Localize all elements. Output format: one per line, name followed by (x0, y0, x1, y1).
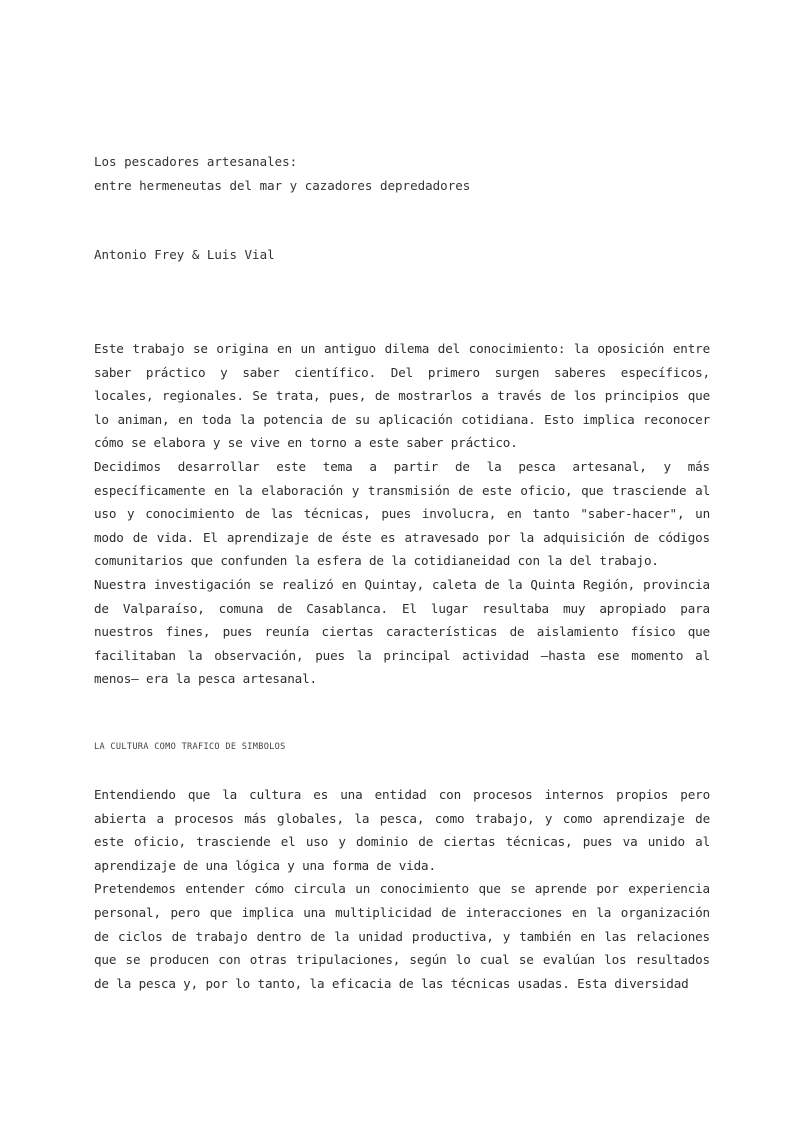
paragraph: Este trabajo se origina en un antiguo dilema del conocimiento: la oposición entre saber práctico y saber científico. Del primero surgen saberes específicos, locales, regionales. Se trata, pues, de mostrarlos a través de los principios que lo animan, en toda la potencia de su aplicación cotidiana. Esto implica reconocer cómo se elabora y se vive en torno a este saber práctico. (94, 341, 710, 451)
document-title (94, 150, 714, 198)
intro-section (94, 337, 710, 691)
title-line-1: Los pescadores artesanales: (94, 154, 298, 169)
section-heading: LA CULTURA COMO TRAFICO DE SIMBOLOS (94, 742, 286, 752)
paragraph: Decidimos desarrollar este tema a partir de la pesca artesanal, y más específicamente en la elaboración y transmisión de este oficio, que trasciende al uso y conocimiento de las técnicas, pues involucra, en tanto "saber-hacer", un modo de vida. El aprendizaje de éste es atravesado por la adquisición de códigos comunitarios que confunden la esfera de la cotidianeidad con la del trabajo. (94, 458, 710, 569)
paragraph: Pretendemos entender cómo circula un conocimiento que se aprende por experiencia personal, pero que implica una multiplicidad de interacciones en la organización de ciclos de trabajo dentro de la unidad productiva, y también en las relaciones que se producen con otras tripulaciones, según lo cual se evalúan los resultados de la pesca y, por lo tanto, la eficacia de las técnicas usadas. Esta diversidad (94, 881, 710, 991)
title-line-2: entre hermeneutas del mar y cazadores depredadores (94, 178, 471, 193)
paragraph: Entendiendo que la cultura es una entidad con procesos internos propios pero abierta a procesos más globales, la pesca, como trabajo, y como aprendizaje de este oficio, trasciende el uso y dominio de ciertas técnicas, pues va unido al aprendizaje de una lógica y una forma de vida. (94, 787, 710, 873)
culture-section (94, 783, 710, 995)
paragraph: Nuestra investigación se realizó en Quintay, caleta de la Quinta Región, provincia de Valparaíso, comuna de Casablanca. El lugar resultaba muy apropiado para nuestros fines, pues reunía ciertas características de aislamiento físico que facilitaban la observación, pues la principal actividad —hasta ese momento al menos— era la pesca artesanal. (94, 576, 710, 687)
authors: Antonio Frey & Luis Vial (94, 247, 275, 262)
